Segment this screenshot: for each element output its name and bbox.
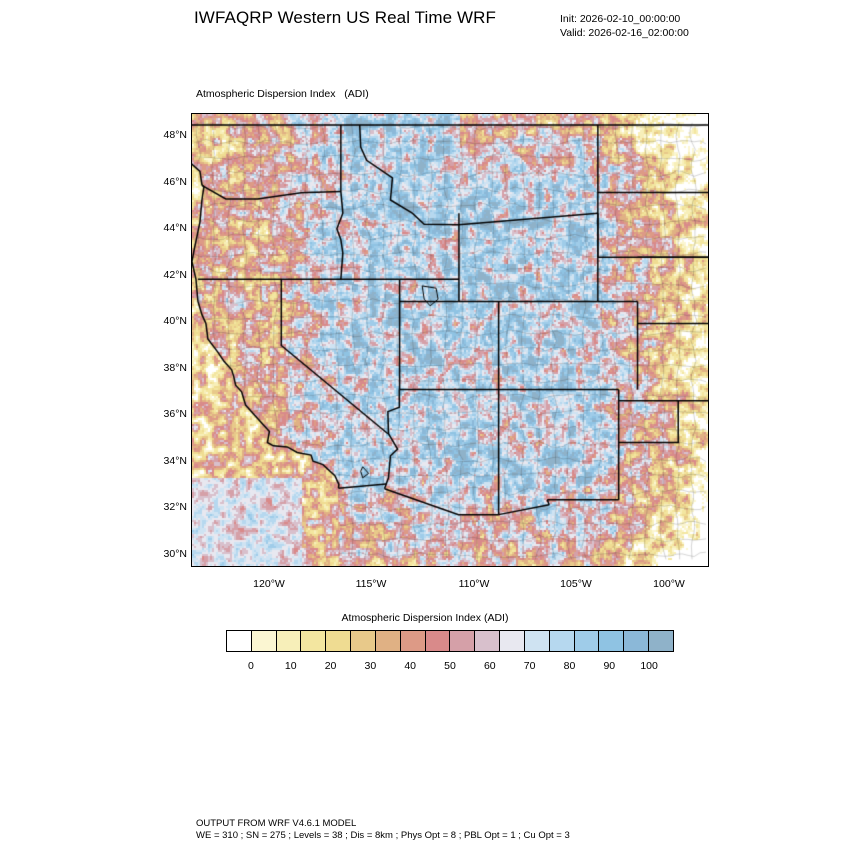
- colorbar-swatch: [475, 631, 500, 651]
- colorbar-tick-label: 60: [483, 660, 496, 672]
- colorbar-swatch: [227, 631, 252, 651]
- colorbar-title: Atmospheric Dispersion Index (ADI): [341, 612, 509, 624]
- plot-title: Atmospheric Dispersion Index (ADI): [196, 88, 369, 100]
- colorbar-tick-label: 90: [603, 660, 616, 672]
- init-time: Init: 2026-02-10_00:00:00: [560, 13, 681, 25]
- colorbar-swatch: [550, 631, 575, 651]
- longitude-axis: [191, 578, 709, 598]
- lon-tick-label: 105°W: [560, 578, 592, 590]
- valid-time: Valid: 2026-02-16_02:00:00: [560, 27, 689, 39]
- colorbar-swatch: [500, 631, 525, 651]
- footer-line-2: WE = 310 ; SN = 275 ; Levels = 38 ; Dis = 8km ; Phys Opt = 8 ; PBL Opt = 1 ; Cu Opt = 3: [196, 830, 570, 841]
- colorbar-swatch: [401, 631, 426, 651]
- colorbar-tick-label: 70: [523, 660, 536, 672]
- colorbar-tick-labels: [226, 660, 674, 676]
- adi-heatmap-canvas: [192, 114, 708, 566]
- colorbar-tick-label: 30: [364, 660, 377, 672]
- lat-tick-label: 36°N: [163, 408, 187, 421]
- colorbar-swatch: [351, 631, 376, 651]
- lat-tick-label: 32°N: [163, 501, 187, 514]
- colorbar-swatch: [575, 631, 600, 651]
- map-panel: [191, 113, 709, 567]
- lat-tick-label: 34°N: [163, 454, 187, 467]
- colorbar-swatch: [301, 631, 326, 651]
- colorbar-tick-label: 80: [563, 660, 576, 672]
- colorbar-tick-label: 20: [324, 660, 337, 672]
- lon-tick-label: 115°W: [355, 578, 387, 590]
- lat-tick-label: 38°N: [163, 361, 187, 374]
- colorbar-tick-label: 50: [444, 660, 456, 672]
- page-title: IWFAQRP Western US Real Time WRF: [193, 8, 496, 27]
- lat-tick-label: 40°N: [163, 315, 187, 328]
- colorbar-tick-label: 40: [404, 660, 417, 672]
- lat-tick-label: 48°N: [163, 129, 187, 141]
- colorbar-swatch: [376, 631, 401, 651]
- model-run-info: [560, 12, 689, 40]
- lat-tick-label: 44°N: [163, 222, 187, 235]
- colorbar-tick-label: 10: [284, 660, 297, 672]
- colorbar-swatch: [252, 631, 277, 651]
- colorbar-tick-label: 100: [640, 660, 658, 672]
- lon-tick-label: 100°W: [653, 578, 685, 590]
- latitude-axis: [125, 113, 187, 567]
- colorbar-swatch: [426, 631, 451, 651]
- lat-tick-label: 42°N: [163, 268, 187, 281]
- colorbar-swatch: [525, 631, 550, 651]
- lon-tick-label: 110°W: [458, 578, 490, 590]
- model-config-footer: [196, 818, 570, 842]
- colorbar-swatch: [649, 631, 673, 651]
- lon-tick-label: 120°W: [253, 578, 285, 590]
- colorbar-swatch: [624, 631, 649, 651]
- colorbar-swatch: [277, 631, 302, 651]
- colorbar-tick-label: 0: [247, 660, 254, 672]
- footer-line-1: OUTPUT FROM WRF V4.6.1 MODEL: [196, 818, 357, 829]
- colorbar-swatch: [599, 631, 624, 651]
- lat-tick-label: 30°N: [163, 548, 187, 560]
- colorbar-swatch: [326, 631, 351, 651]
- colorbar: [226, 630, 674, 652]
- lat-tick-label: 46°N: [163, 175, 187, 188]
- colorbar-swatch: [450, 631, 475, 651]
